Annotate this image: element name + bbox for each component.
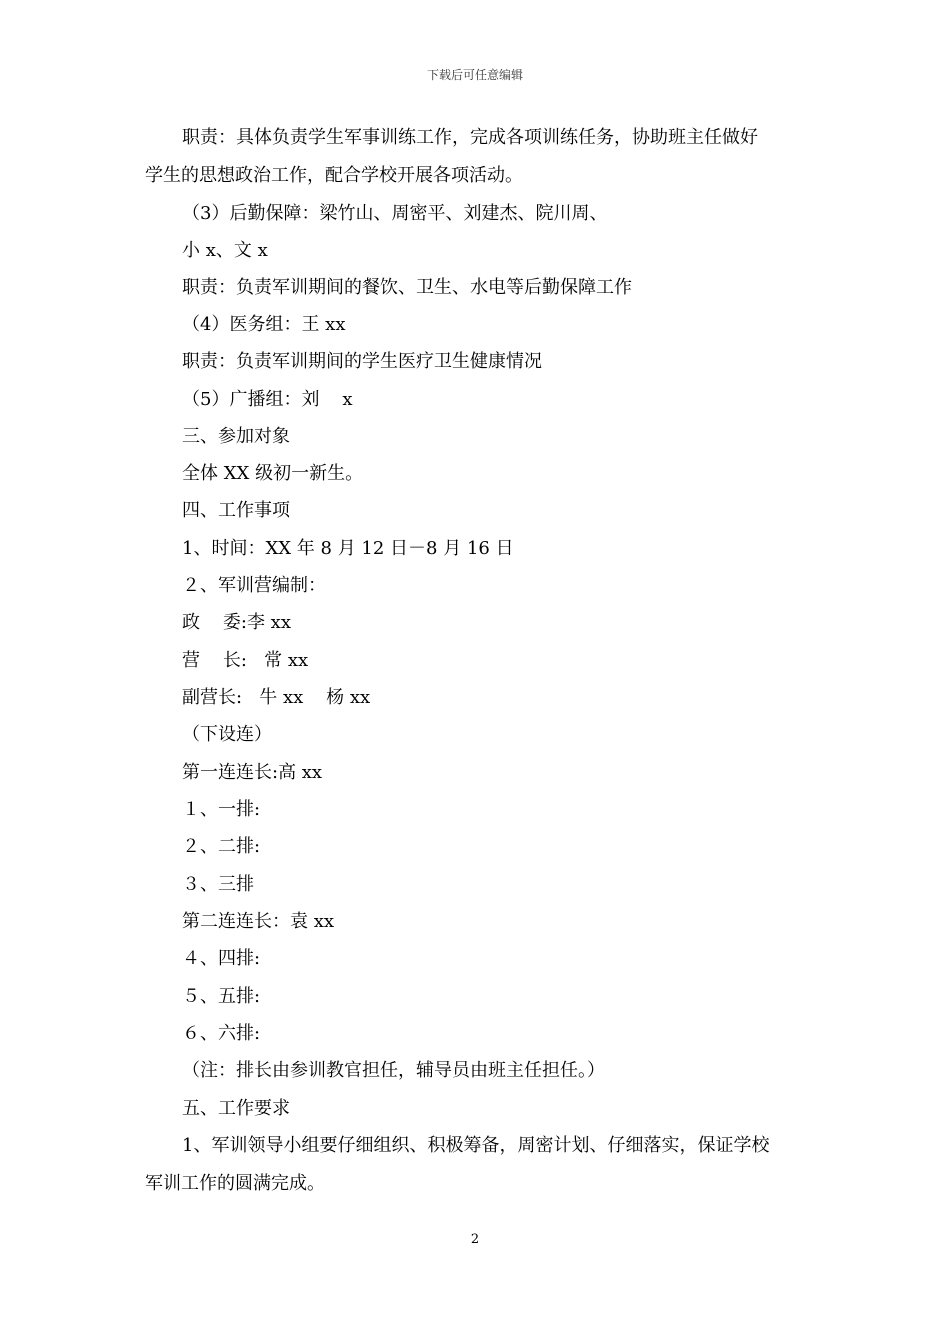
page-header: 下载后可任意编辑	[426, 68, 523, 82]
paragraph-line: 学生的思想政治工作，配合学校开展各项活动。	[145, 165, 523, 186]
paragraph-line: （注：排长由参训教官担任，辅导员由班主任担任。）	[182, 1060, 605, 1081]
paragraph-line: 职责：负责军训期间的餐饮、卫生、水电等后勤保障工作	[182, 277, 632, 298]
paragraph-line: 全体 XX 级初一新生。	[182, 463, 364, 484]
section-heading: 五、工作要求	[182, 1098, 290, 1119]
section-heading: 四、工作事项	[182, 500, 290, 521]
paragraph-line: （下设连）	[182, 724, 272, 745]
section-heading: 三、参加对象	[182, 426, 290, 447]
paragraph-line: 1、时间：XX 年 8 月 12 日－8 月 16 日	[182, 538, 514, 559]
paragraph-line: ２、军训营编制：	[182, 575, 326, 596]
paragraph-line: 职责：具体负责学生军事训练工作，完成各项训练任务，协助班主任做好	[182, 127, 758, 148]
paragraph-line: 政 委:李 xx	[182, 612, 291, 633]
paragraph-line: 第二连连长：袁 xx	[182, 911, 335, 932]
paragraph-line: ２、二排:	[182, 836, 261, 857]
paragraph-line: １、一排:	[182, 799, 261, 820]
paragraph-line: ６、六排:	[182, 1023, 261, 1044]
paragraph-line: 营 长: 常 xx	[182, 650, 309, 671]
paragraph-line: 副营长: 牛 xx 杨 xx	[182, 687, 371, 708]
page-number: 2	[470, 1232, 480, 1247]
paragraph-line: ３、三排	[182, 874, 254, 895]
paragraph-line: 小 x、文 x	[182, 240, 268, 261]
paragraph-line: （3）后勤保障：梁竹山、周密平、刘建杰、院川周、	[182, 203, 608, 224]
paragraph-line: 1、军训领导小组要仔细组织、积极筹备，周密计划、仔细落实，保证学校	[182, 1135, 770, 1156]
paragraph-line: （5）广播组：刘 x	[182, 389, 353, 410]
paragraph-line: ５、五排:	[182, 986, 261, 1007]
paragraph-line: 军训工作的圆满完成。	[145, 1173, 325, 1194]
paragraph-line: ４、四排:	[182, 948, 261, 969]
paragraph-line: 第一连连长:高 xx	[182, 762, 323, 783]
paragraph-line: （4）医务组：王 xx	[182, 314, 346, 335]
paragraph-line: 职责：负责军训期间的学生医疗卫生健康情况	[182, 351, 542, 372]
